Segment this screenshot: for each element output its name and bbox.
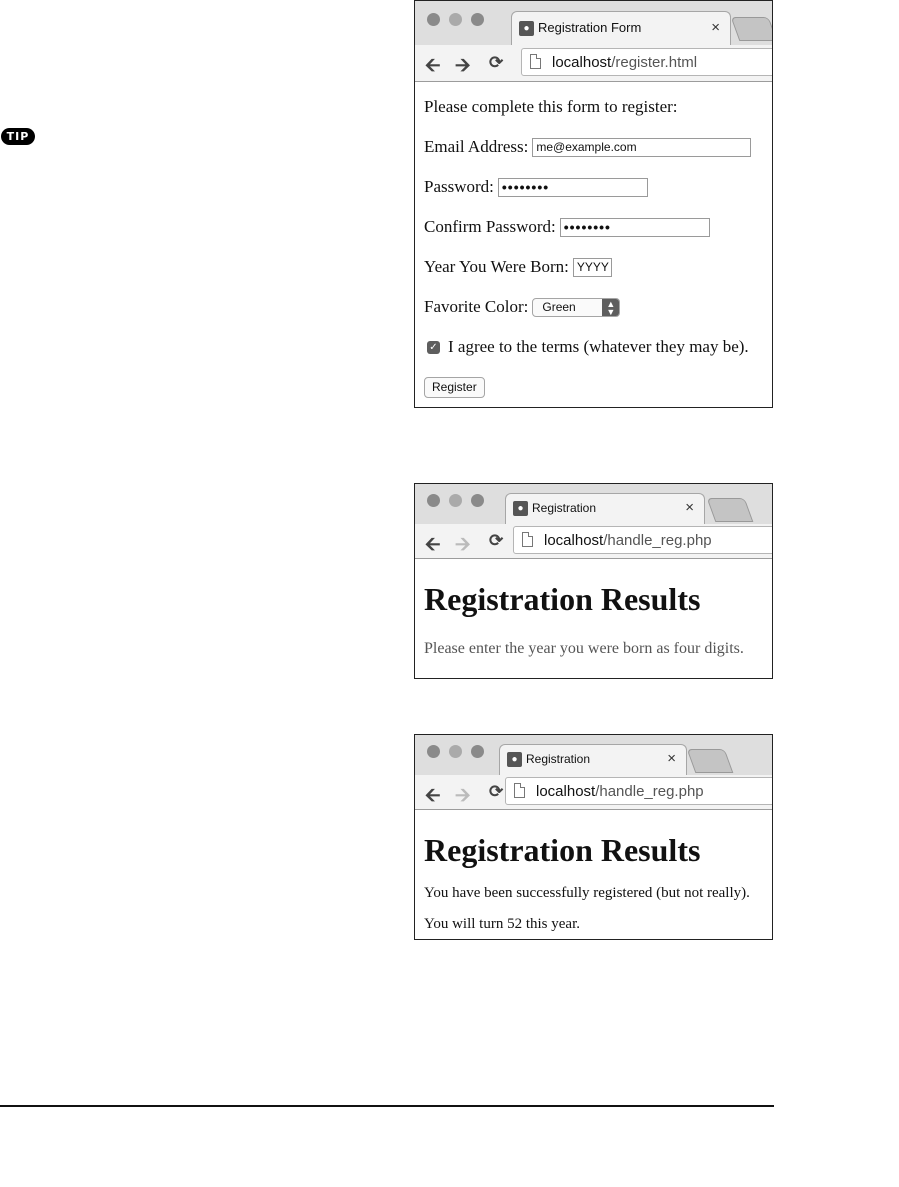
url-path: /register.html bbox=[611, 54, 698, 71]
intro-text: Please complete this form to register: bbox=[424, 97, 678, 116]
browser-window-results-error bbox=[414, 483, 773, 679]
tab-registration[interactable] bbox=[499, 744, 687, 775]
window-controls bbox=[427, 494, 484, 507]
zoom-window-button[interactable] bbox=[471, 745, 484, 758]
terms-checkbox[interactable]: ✓ bbox=[427, 341, 440, 354]
url-text bbox=[544, 532, 712, 549]
reload-icon[interactable]: ⟳ bbox=[489, 53, 504, 72]
tab-close-icon[interactable]: × bbox=[685, 499, 694, 516]
address-bar[interactable] bbox=[513, 526, 773, 554]
register-button[interactable]: Register bbox=[424, 377, 485, 398]
page-content bbox=[415, 810, 772, 933]
close-window-button[interactable] bbox=[427, 494, 440, 507]
apple-icon: ● bbox=[513, 501, 528, 516]
page-icon bbox=[530, 54, 541, 69]
color-label: Favorite Color: bbox=[424, 297, 529, 316]
page-heading: Registration Results bbox=[424, 832, 701, 868]
apple-icon: ● bbox=[507, 752, 522, 767]
back-arrow-icon[interactable]: 🡨 bbox=[425, 785, 441, 806]
error-message: Please enter the year you were born as four digits. bbox=[424, 640, 744, 657]
tab-registration-form[interactable] bbox=[511, 11, 731, 45]
color-select[interactable] bbox=[532, 298, 620, 317]
forward-arrow-icon[interactable]: 🡪 bbox=[455, 785, 471, 806]
confirm-password-field[interactable]: •••••••• bbox=[560, 218, 710, 237]
page-content bbox=[415, 82, 772, 398]
password-label: Password: bbox=[424, 177, 494, 196]
browser-window-results-success bbox=[414, 734, 773, 940]
confirm-password-row bbox=[424, 216, 763, 238]
forward-arrow-icon[interactable]: 🡪 bbox=[455, 55, 471, 76]
url-host: localhost bbox=[536, 783, 596, 800]
minimize-window-button[interactable] bbox=[449, 13, 462, 26]
age-message: You will turn 52 this year. bbox=[424, 916, 580, 932]
new-tab-button[interactable] bbox=[707, 498, 754, 522]
email-label: Email Address: bbox=[424, 137, 529, 156]
color-select-value: Green bbox=[542, 300, 576, 314]
password-field[interactable]: •••••••• bbox=[498, 178, 648, 197]
horizontal-rule bbox=[0, 1105, 774, 1107]
url-path: /handle_reg.php bbox=[595, 783, 704, 800]
success-message: You have been successfully registered (but not really). bbox=[424, 885, 750, 901]
url-path: /handle_reg.php bbox=[603, 532, 712, 549]
navigation-bar bbox=[415, 775, 772, 810]
email-row bbox=[424, 136, 763, 158]
page-icon bbox=[522, 532, 533, 547]
titlebar bbox=[415, 1, 772, 45]
titlebar bbox=[415, 484, 772, 524]
zoom-window-button[interactable] bbox=[471, 494, 484, 507]
apple-icon: ● bbox=[519, 21, 534, 36]
navigation-bar bbox=[415, 45, 772, 82]
minimize-window-button[interactable] bbox=[449, 745, 462, 758]
address-bar[interactable] bbox=[521, 48, 773, 76]
year-field[interactable]: YYYY bbox=[573, 258, 612, 277]
color-row bbox=[424, 296, 763, 318]
tab-close-icon[interactable]: × bbox=[711, 19, 720, 36]
submit-row bbox=[424, 376, 763, 398]
url-host: localhost bbox=[552, 54, 612, 71]
url-host: localhost bbox=[544, 532, 604, 549]
password-row bbox=[424, 176, 763, 198]
tab-title: Registration Form bbox=[538, 20, 642, 35]
year-label: Year You Were Born: bbox=[424, 257, 569, 276]
tab-registration[interactable] bbox=[505, 493, 705, 524]
tab-title: Registration bbox=[532, 501, 597, 515]
reload-icon[interactable]: ⟳ bbox=[489, 531, 504, 550]
minimize-window-button[interactable] bbox=[449, 494, 462, 507]
page-heading: Registration Results bbox=[424, 581, 701, 617]
url-text bbox=[536, 783, 704, 800]
back-arrow-icon[interactable]: 🡨 bbox=[425, 55, 441, 76]
form-intro bbox=[424, 96, 763, 118]
close-window-button[interactable] bbox=[427, 745, 440, 758]
new-tab-button[interactable] bbox=[687, 749, 734, 773]
email-field[interactable]: me@example.com bbox=[532, 138, 751, 157]
new-tab-button[interactable] bbox=[731, 17, 773, 41]
select-arrows-icon: ▲ ▼ bbox=[602, 299, 619, 316]
zoom-window-button[interactable] bbox=[471, 13, 484, 26]
address-bar[interactable] bbox=[505, 777, 773, 805]
navigation-bar bbox=[415, 524, 772, 559]
window-controls bbox=[427, 13, 484, 26]
close-window-button[interactable] bbox=[427, 13, 440, 26]
terms-row bbox=[424, 336, 763, 358]
year-row bbox=[424, 256, 763, 278]
reload-icon[interactable]: ⟳ bbox=[489, 782, 504, 801]
titlebar bbox=[415, 735, 772, 775]
back-arrow-icon[interactable]: 🡨 bbox=[425, 534, 441, 555]
tab-close-icon[interactable]: × bbox=[667, 750, 676, 767]
url-text bbox=[552, 54, 697, 71]
tip-badge: TIP bbox=[1, 128, 35, 145]
terms-label: I agree to the terms (whatever they may be). bbox=[448, 337, 749, 356]
tab-title: Registration bbox=[526, 752, 591, 766]
window-controls bbox=[427, 745, 484, 758]
page-icon bbox=[514, 783, 525, 798]
page-content bbox=[415, 559, 772, 658]
forward-arrow-icon[interactable]: 🡪 bbox=[455, 534, 471, 555]
confirm-password-label: Confirm Password: bbox=[424, 217, 556, 236]
browser-window-register-form bbox=[414, 0, 773, 408]
